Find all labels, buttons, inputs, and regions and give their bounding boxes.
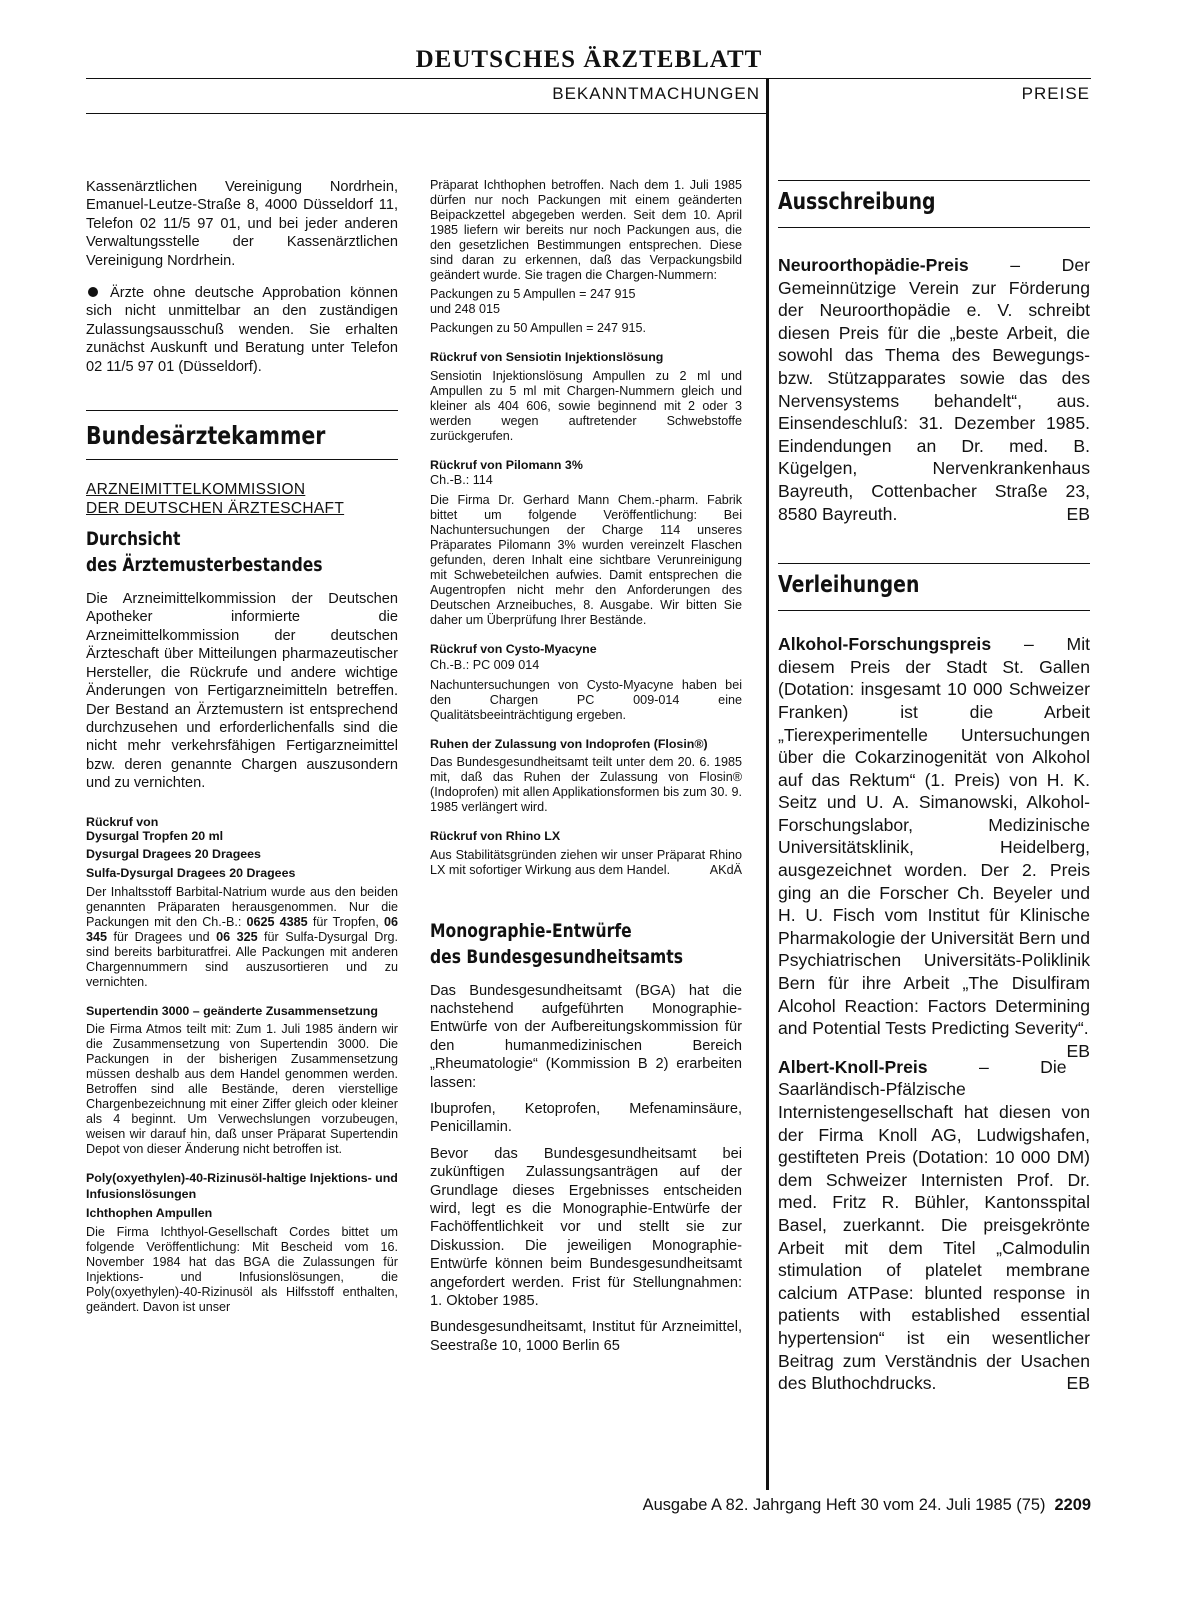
pack-50-line: Packungen zu 50 Ampullen = 247 915. [430,321,647,335]
kicker-line-2: DER DEUTSCHEN ÄRZTESCHAFT [86,500,345,518]
divider [778,610,1090,611]
page-number: 2209 [1054,1496,1091,1514]
heading-ausschreibung: Ausschreibung [778,189,936,215]
section-label-left: BEKANNTMACHUNGEN [552,84,760,103]
pack-5-line-2: und 248 015 [430,302,501,316]
pilomann-charge: Ch.-B.: 114 [430,473,493,487]
subhead-cysto: Rückruf von Cysto-Myacyne [430,642,597,656]
subhead-sensiotin: Rückruf von Sensiotin Injektionslösung [430,350,664,364]
monographie-title-1: Monographie-Entwürfe [430,919,632,942]
bullet-text: Ärzte ohne deutsche Approbation können sich nicht unmittelbar an den zuständigen Zulassungsausschuß wenden. Sie erhalten zunächst Auskunft und Beratung unter Telefon 02 11/5 97 01 (Düsseldorf). [86,285,398,375]
bullet-paragraph [86,284,398,376]
subhead-poly: Poly(oxyethylen)-40-Rizinusöl-haltige Injektions- und Infusionslösungen [86,1171,398,1201]
subhead-dysurgal-1: Rückruf von [86,814,159,829]
column-divider [766,78,769,1490]
divider [778,180,1090,181]
monographie-text-3: Bundesgesundheitsamt, Institut für Arzneimittel, Seestraße 10, 1000 Berlin 65 [430,1319,742,1354]
sensiotin-text: Sensiotin Injektionslösung Ampullen zu 2 ml und Ampullen zu 5 ml mit Chargen-Nummern gleich und kleiner als 404 606, sowie beginnend mit 2 oder 3 werden wegen auftretender Schwebstoffe zurückgerufen. [430,368,742,443]
supertendin-text: Die Firma Atmos teilt mit: Zum 1. Juli 1985 ändern wir die Zusammensetzung von Supertendin 3000. Die Packungen in der bisherigen Zusammensetzung müssen deshalb aus dem Handel genommen werden. Betroffen sind alle Bestände, deren vierstellige Chargenbezeichnung mit einer Ziffer gleich oder kleiner als 4 beginnt. Um Verwechslungen vorzubeugen, weisen wir darauf hin, daß unser Präparat Supertendin Depot von dieser Änderung nicht betroffen ist. [86,1022,398,1157]
cysto-text: Nachuntersuchungen von Cysto-Myacyne haben bei den Chargen PC 009-014 eine Qualitätsbeeinträchtigung ergeben. [430,677,742,722]
kicker-line-1: ARZNEIMITTELKOMMISSION [86,481,306,499]
signature-eb: EB [1066,1040,1090,1061]
subhead-ichthophen: Ichthophen Ampullen [86,1206,213,1221]
subhead-supertendin: Supertendin 3000 – geänderte Zusammensetzung [86,1003,378,1018]
intro-text: Kassenärztlichen Vereinigung Nordrhein, Emanuel-Leutze-Straße 8, 4000 Düsseldorf 11, Telefon 02 11/5 97 01, und bei jeder anderen Verwaltungsstelle der Kassenärztlichen Vereinigung Nordrhein. [86,179,398,269]
column-1 [86,178,398,1315]
subhead-pilomann: Rückruf von Pilomann 3% [430,457,583,472]
indoprofen-text: Das Bundesgesundheitsamt teilt unter dem 20. 6. 1985 mit, daß das Ruhen der Zulassung von Flosin® (Indoprofen) mit allen Applikationsformen bis zum 30. 9. 1985 verlängert wird. [430,755,742,814]
monographie-drugs: Ibuprofen, Ketoprofen, Mefenaminsäure, Penicillamin. [430,1100,742,1136]
article-title-line-1: Durchsicht [86,528,181,551]
signature-akdae: AKdÄ [709,862,742,877]
cysto-charge: Ch.-B.: PC 009 014 [430,657,540,672]
bullet-dot-icon [88,287,98,297]
ichthophen-text: Die Firma Ichthyol-Gesellschaft Cordes bittet um folgende Veröffentlichung: Mit Bescheid vom 16. November 1984 hat das BGA die Zulassungen für Injektions- und Infusionslösungen, die Poly(oxyethylen)-40-Rizinusöl als Hilfsstoff enthalten, geändert. Davon ist unser [86,1224,398,1314]
pilomann-text: Die Firma Dr. Gerhard Mann Chem.-pharm. Fabrik bittet um folgende Veröffentlichung: Bei Nachuntersuchungen der Charge 114 unseres Präparates Pilomann 3% wurden vereinzelt Flaschen gefunden, deren Inhalt eine sichtbare Verunreinigung mit Schwebeteilchen aufwies. Damit entsprechen die Augentropfen nicht mehr den Anforderungen des Deutschen Arzneibuches, 8. Ausgabe. Wir bitten Sie daher um Überprüfung Ihrer Bestände. [430,493,742,627]
monographie-text-1: Das Bundesgesundheitsamt (BGA) hat die nachstehend aufgeführten Monographie-Entwürfe von der Aufbereitungskommission für den humanmedizinischen Bereich „Rheumatologie“ (Kommission B 2) erarbeiten lassen: [430,982,742,1091]
divider [86,410,398,411]
albert-knoll-preis-text: Albert-Knoll-Preis – Die Saarländisch-Pfälzische Internistengesellschaft hat diesen von der Firma Knoll AG, Ludwigshafen, gestifteten Preis (Dotation: 10 000 DM) dem Schweizer Internisten Prof. Dr. med. Fritz R. Bühler, Kantonsspital Basel, zuerkannt. Die preisgekrönte Arbeit mit dem Titel „Calmodulin stimulation of platelet membrane calcium ATPase: blunted response in patients with established essential hypertension“ ist ein wesentlicher Beitrag zum Verständnis der Usachen des Bluthochdrucks. EB [778,1056,1090,1394]
column-3 [778,178,1090,1395]
signature-eb: EB [1066,503,1090,524]
masthead-rule [86,78,1091,79]
monographie-text-2: Bevor das Bundesgesundheitsamt bei zukünftigen Zulassungsanträgen auf der Grundlage dieses Ergebnisses entscheiden wird, legt es die Monographie-Entwürfe der Fachöffentlichkeit vor und stellt sie zur Diskussion. Die jeweiligen Monographie-Entwürfe können beim Bundesgesundheitsamt angefordert werden. Frist für Stellungnahmen: 1. Oktober 1985. [430,1145,742,1309]
heading-verleihungen: Verleihungen [778,572,920,599]
alkohol-preis-text: Alkohol-Forschungspreis – Mit diesem Preis der Stadt St. Gallen (Dotation: insgesamt 10 000 Schweizer Franken) ist die Arbeit „Tierexperimentelle Untersuchungen über die Cokarzinogenität von Alkohol auf das Rektum“ (1. Preis) von H. K. Seitz und U. A. Simanowski, Alkohol-Forschungslabor, Medizinische Universitätsklinik, Heidelberg, ausgezeichnet worden. Der 2. Preis ging an die Forscher Ch. Beyeler und H. U. Fisch vom Institut für Klinische Pharmakologie der Universität Bern und Psychiatrischen Universitäts-Poliklinik Bern für ihre Arbeit „The Disulfiram Alcohol Reaction: Factors Determining and Potential Tests Predicting Severity“. EB [778,634,1090,1061]
column-2 [430,178,742,1355]
pack-5-line-1: Packungen zu 5 Ampullen = 247 915 [430,287,636,301]
subhead-indoprofen: Ruhen der Zulassung von Indoprofen (Flosin®) [430,736,708,751]
issue-line: Ausgabe A 82. Jahrgang Heft 30 vom 24. Juli 1985 (75) [642,1496,1046,1514]
subhead-dysurgal-2: Dysurgal Tropfen 20 ml [86,828,224,843]
section-label-right: PREISE [1021,84,1090,103]
divider [778,227,1090,228]
signature-eb: EB [1066,1373,1090,1394]
monographie-title-2: des Bundesgesundheitsamts [430,945,683,968]
divider [86,459,398,460]
ichthophen-cont-text: Präparat Ichthophen betroffen. Nach dem 1. Juli 1985 dürfen nur noch Packungen mit einem geänderten Beipackzettel abgegeben werden. Seit dem 10. April 1985 liefern wir bereits nur noch Packungen aus, die den gesetzlichen Bestimmungen entsprechen. Diese sind daran zu erkennen, daß das Verpackungsbild geändert wurde. Sie tragen die Chargen-Nummern: [430,178,742,282]
heading-bundesaerztekammer: Bundesärztekammer [86,421,326,451]
subhead-dysurgal-3: Dysurgal Dragees 20 Dragees [86,846,261,861]
section-rule [86,113,766,114]
page-footer [86,1496,1091,1515]
dysurgal-text: Der Inhaltsstoff Barbital-Natrium wurde aus den beiden genannten Präparaten herausgenommen. Nur die Packungen mit den Ch.-B.: 0625 4385 für Tropfen, 06 345 für Dragees und 06 325 für Sulfa-Dysurgal Drg. sind bereits barbituratfrei. Alle Packungen mit anderen Chargennummern sind auszusortieren und zu vernichten. [86,884,399,989]
neuroorthopaedie-text: Neuroorthopädie-Preis – Der Gemeinnützige Verein zur Förderung der Neuroorthopädie e. V. schreibt diesen Preis für die „beste Arbeit, die sowohl das Thema des Bewegungs- bzw. Stützapparates sowie das des Nervensystems behandelt“, aus. Einsendeschluß: 31. Dezember 1985. Eindendungen an Dr. med. B. Kügelgen, Nervenkrankenhaus Bayreuth, Cottenbacher Straße 23, 8580 Bayreuth. EB [778,255,1090,524]
article-title-line-2: des Ärztemusterbestandes [86,554,323,577]
divider [778,563,1090,564]
article-body: Die Arzneimittelkommission der Deutschen Apotheker informierte die Arzneimittelkommission der deutschen Ärzteschaft über Mitteilungen pharmazeutischer Hersteller, die Rückrufe und andere wichtige Änderungen von Fertigarzneimitteln betreffen. Der Bestand an Ärztemustern ist entsprechend durchzusehen und erforderlichenfalls sind die nicht mehr verkehrsfähigen Fertigarzneimittel bzw. deren genannte Chargen auszusondern und zu vernichten. [86,591,398,792]
masthead: DEUTSCHES ÄRZTEBLATT [415,46,763,73]
subhead-dysurgal-4: Sulfa-Dysurgal Dragees 20 Dragees [86,866,296,881]
rhino-text: Aus Stabilitätsgründen ziehen wir unser Präparat Rhino LX mit sofortiger Wirkung aus dem Handel. AKdÄ [430,847,742,877]
subhead-rhino: Rückruf von Rhino LX [430,829,561,843]
